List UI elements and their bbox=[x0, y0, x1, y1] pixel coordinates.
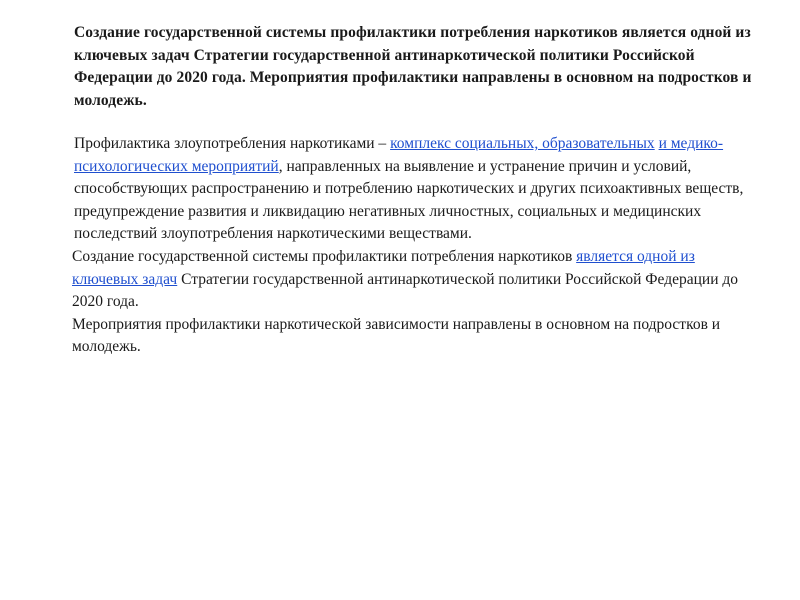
paragraph-text: , направленных на выявление и устранение причин и условий, способствующих распространению и потреблению наркотических и других психоактивных веществ, предупреждение развития и ликвидацию негативных личностных, социальных и медицинских последствий злоупотребления наркотическими веществами. bbox=[74, 157, 744, 243]
slide-heading: Создание государственной системы профилактики потребления наркотиков является одной из ключевых задач Стратегии государственной антинаркотической политики Российской Федерации до 2020 года. Мероприятия профилактики направлены в основном на подростков и молодежь. bbox=[74, 24, 752, 109]
paragraph-text: Создание государственной системы профилактики потребления наркотиков bbox=[72, 247, 577, 265]
slide-body bbox=[74, 133, 764, 359]
paragraph-text: Профилактика злоупотребления наркотиками – bbox=[74, 135, 391, 152]
link-social-educational[interactable]: комплекс социальных, образовательных bbox=[390, 135, 655, 152]
link-key-tasks[interactable]: является одной из ключевых задач bbox=[72, 247, 695, 288]
link-medical-psychological[interactable]: и медико-психологических мероприятий bbox=[74, 135, 724, 175]
definition-paragraph bbox=[74, 133, 764, 246]
strategy-paragraph bbox=[72, 246, 764, 314]
measures-paragraph: Мероприятия профилактики наркотической зависимости направлены в основном на подростков и молодежь. bbox=[72, 315, 721, 356]
paragraph-text: Стратегии государственной антинаркотической политики Российской Федерации до 2020 года. bbox=[72, 270, 738, 311]
